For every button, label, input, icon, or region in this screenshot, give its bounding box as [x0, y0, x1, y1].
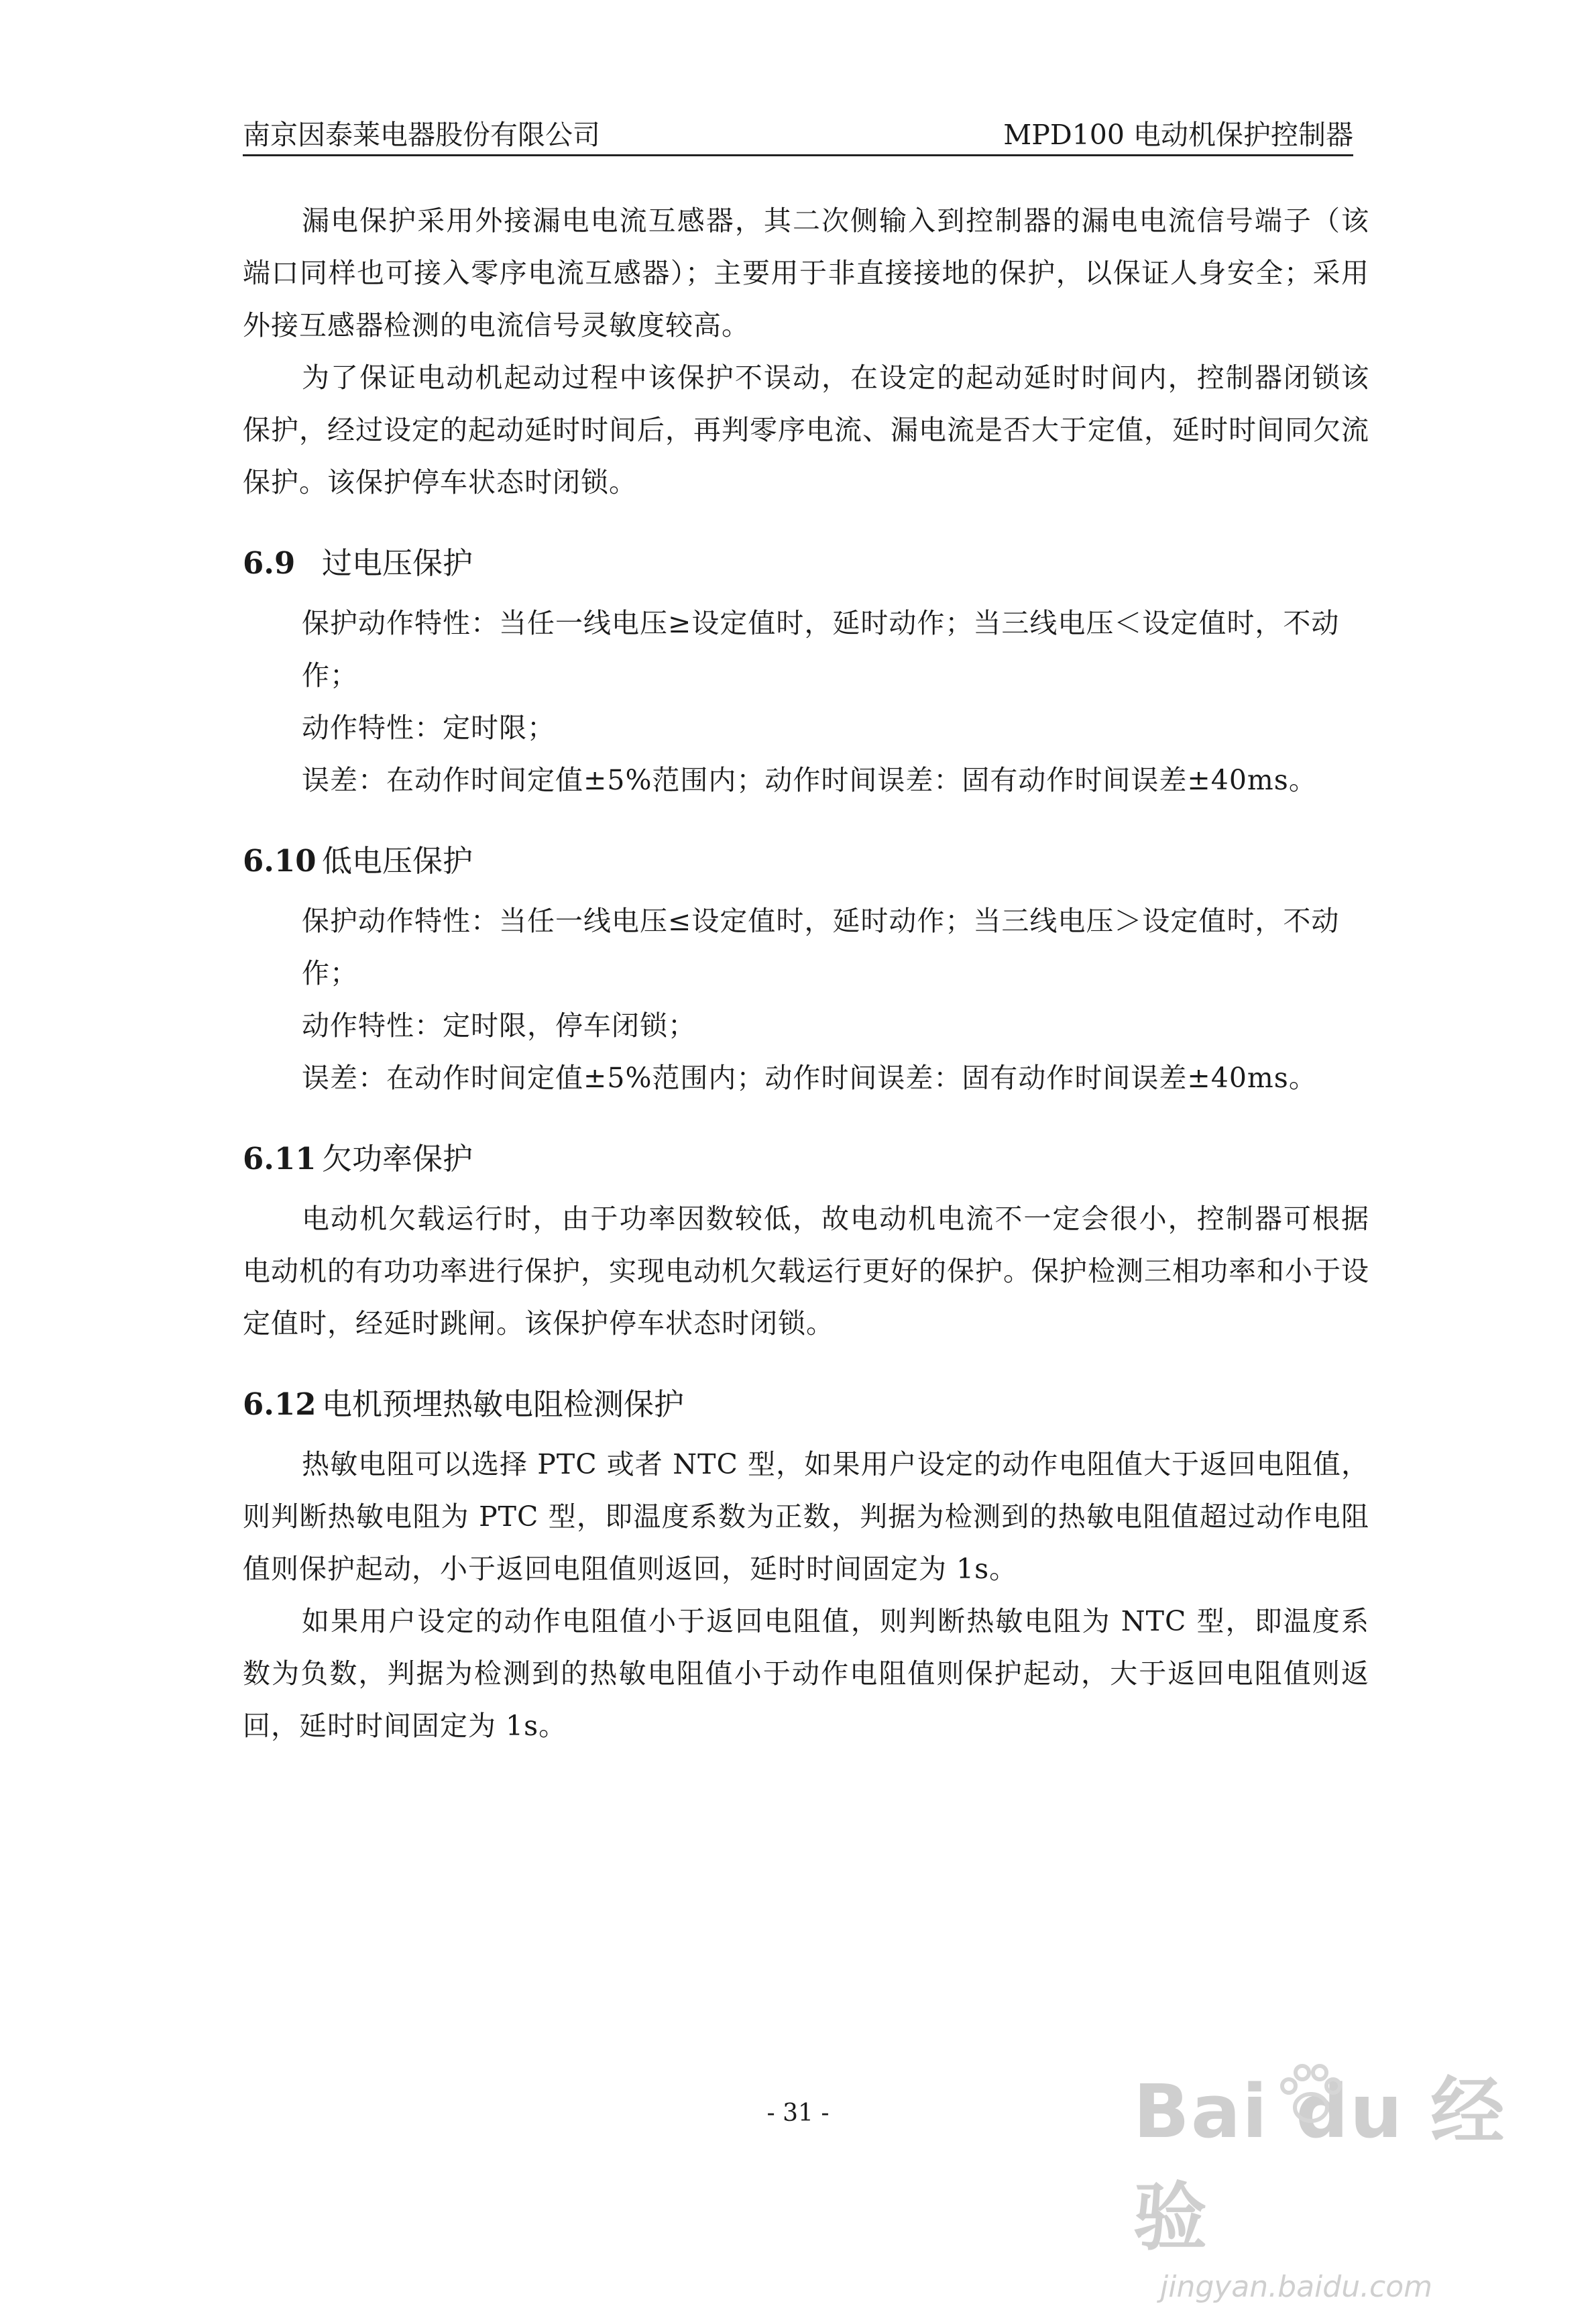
section-line: 动作特性：定时限；: [302, 712, 555, 744]
section-line: 误差：在动作时间定值±5%范围内；动作时间误差：固有动作时间误差±40ms。: [302, 1062, 1317, 1094]
section-number: 6.11: [243, 1141, 317, 1176]
baidu-watermark: [1133, 2052, 1536, 2304]
page-number: - 31 -: [766, 2099, 830, 2127]
section-title: 过电压保护: [322, 545, 473, 581]
section-paragraph: 热敏电阻可以选择 PTC 或者 NTC 型，如果用户设定的动作电阻值大于返回电阻值，则判断热敏电阻为 PTC 型，即温度系数为正数，判据为检测到的热敏电阻值超过动作电阻值则保护起动，小于返回电阻值则返回，延时时间固定为 1s。: [243, 1448, 1369, 1585]
watermark-logo: Bai du 经验: [1133, 2069, 1506, 2260]
section-heading-6-12: [243, 1384, 1369, 1425]
product-name: MPD100 电动机保护控制器: [1003, 119, 1353, 151]
section-line: 动作特性：定时限，停车闭锁；: [302, 1009, 696, 1042]
intro-paragraph-1: 漏电保护采用外接漏电电流互感器，其二次侧输入到控制器的漏电电流信号端子（该端口同样也可接入零序电流互感器）；主要用于非直接接地的保护，以保证人身安全；采用外接互感器检测的电流信号灵敏度较高。: [243, 205, 1369, 341]
paw-icon: [1274, 2059, 1348, 2133]
section-line: 保护动作特性：当任一线电压≥设定值时，延时动作；当三线电压＜设定值时，不动作；: [302, 607, 1340, 692]
section-title: 欠功率保护: [322, 1141, 473, 1176]
company-name: 南京因泰莱电器股份有限公司: [243, 119, 600, 151]
intro-paragraph-2: 为了保证电动机起动过程中该保护不误动，在设定的起动延时时间内，控制器闭锁该保护，经过设定的起动延时时间后，再判零序电流、漏电流是否大于定值，延时时间同欠流保护。该保护停车状态时闭锁。: [243, 362, 1369, 498]
watermark-url: jingyan.baidu.com: [1160, 2270, 1433, 2304]
section-number: 6.9: [243, 545, 296, 581]
section-line: 误差：在动作时间定值±5%范围内；动作时间误差：固有动作时间误差±40ms。: [302, 764, 1317, 796]
section-heading-6-10: [243, 841, 1369, 881]
section-paragraph: 电动机欠载运行时，由于功率因数较低，故电动机电流不一定会很小，控制器可根据电动机的有功功率进行保护，实现电动机欠载运行更好的保护。保护检测三相功率和小于设定值时，经延时跳闸。该保护停车状态时闭锁。: [243, 1203, 1369, 1339]
section-number: 6.10: [243, 843, 317, 879]
section-paragraph: 如果用户设定的动作电阻值小于返回电阻值，则判断热敏电阻为 NTC 型，即温度系数为负数，判据为检测到的热敏电阻值小于动作电阻值则保护起动，大于返回电阻值则返回，延时时间固定为 1s。: [243, 1605, 1369, 1742]
section-number: 6.12: [243, 1386, 317, 1422]
section-heading-6-9: [243, 543, 1369, 584]
page-content: [243, 195, 1369, 1752]
section-title: 电机预埋热敏电阻检测保护: [322, 1386, 685, 1422]
page-header: [243, 113, 1353, 156]
section-heading-6-11: [243, 1139, 1369, 1179]
section-title: 低电压保护: [322, 843, 473, 879]
section-line: 保护动作特性：当任一线电压≤设定值时，延时动作；当三线电压＞设定值时，不动作；: [302, 905, 1340, 989]
